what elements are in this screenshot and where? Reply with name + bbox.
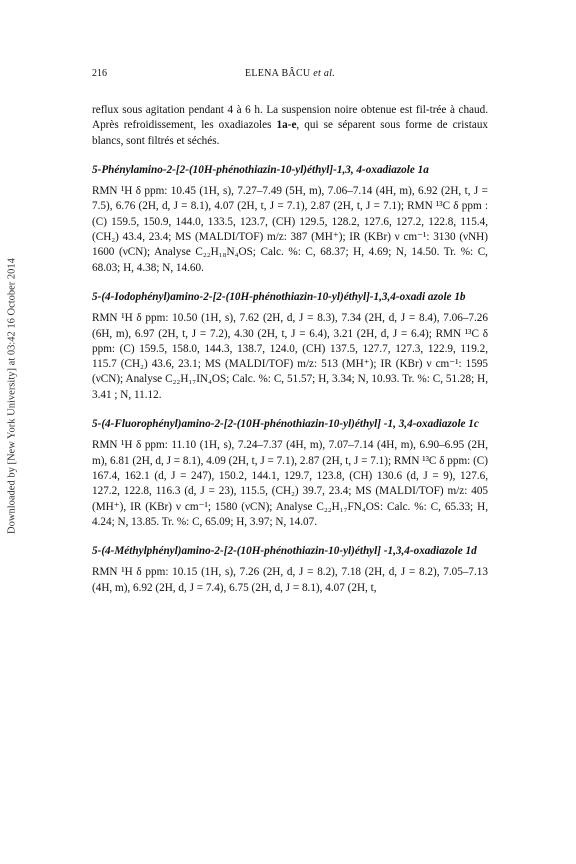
- page-body: [92, 103, 488, 596]
- compound-title-1d: 5-(4-Méthylphényl)amino-2-[2-(10H-phénothiazin-10-yl)éthyl] -1,3,4-oxadiazole 1d: [92, 545, 477, 558]
- elemental-analysis: Analyse C₂₂H₁₇IN₄OS; Calc. %: C, 51.57; H, 3.34; N, 10.93. Tr. %: C, 51.28; H, 3.41 ; N, 11.12.: [92, 373, 488, 401]
- mass-spec: MS (MALDI/TOF) m/z: 513 (MH⁺); IR (KBr) ν cm⁻¹: 1595 (νCN);: [92, 358, 489, 386]
- nmr-c: RMN ¹³C δ ppm: (C) 159.5, 158.0, 144.3, 138.7, 124.0, (CH) 137.5, 127.7, 127.3, 122.9, 119.2, 115.7 (CH₂) 43.6, 23.1;: [92, 327, 489, 371]
- running-author: [92, 68, 488, 79]
- intro-bold: 1a-e: [276, 119, 297, 132]
- intro-paragraph: [92, 103, 488, 149]
- nmr-h: RMN ¹H δ ppm: 10.45 (1H, s), 7.27–7.49 (5H, m), 7.06–7.14 (4H, m), 6.92 (2H, t, J = 7.5), 6.76 (2H, d, J = 8.1), 4.07 (2H, t, J = 7.1), 2.87 (2H, t, J = 7.1);: [92, 185, 488, 213]
- nmr-h: RMN ¹H δ ppm: 10.15 (1H, s), 7.26 (2H, d, J = 8.2), 7.18 (2H, d, J = 8.2), 7.05–7.13 (4H, m), 6.92 (2H, d, J = 7.4), 6.75 (2H, d, J = 8.1), 4.07 (2H, t,: [92, 566, 488, 594]
- nmr-h: RMN ¹H δ ppm: 10.50 (1H, s), 7.62 (2H, d, J = 8.3), 7.34 (2H, d, J = 8.4), 7.06–7.26 (6H, m), 6.97 (2H, t, J = 7.2), 4.30 (2H, t, J = 6.4), 3.21 (2H, d, J = 6.4);: [92, 312, 488, 340]
- nmr-c: RMN ¹³C δ ppm : (C) 159.5, 150.9, 144.0, 133.5, 123.7, (CH) 129.5, 128.2, 127.6, 127.2, 122.8, 115.4, (CH₂) 43.4, 23.4;: [92, 200, 488, 244]
- compound-data-1d: [92, 565, 488, 596]
- compound-data-1c: [92, 438, 488, 530]
- download-watermark: [2, 186, 22, 606]
- mass-spec: MS (MALDI/TOF) m/z: 387 (MH⁺); IR (KBr) ν cm⁻¹: 3130 (νNH) 1600 (νCN);: [92, 231, 488, 259]
- compound-title-1b: 5-(4-Iodophényl)amino-2-[2-(10H-phénothiazin-10-yl)éthyl]-1,3,4-oxadi azole 1b: [92, 290, 466, 303]
- author-name: ELENA BÂCU: [244, 68, 311, 79]
- nmr-c: RMN ¹³C δ ppm: (C) 167.4, 162.1 (d, J = 247), 150.2, 144.1, 129.7, 123.8, (CH) 130.6 (d, J = 9), 127.6, 127.2, 122.8, 116.3 (d, J = 23), 115.5, (CH₂) 39.7, 23.4;: [92, 454, 488, 498]
- elemental-analysis: Analyse C₂₂H₁₇FN₄OS: Calc. %: C, 65.33; H, 4.24; N, 13.85. Tr. %: C, 65.09; H, 3.97; N, 14.07.: [92, 500, 488, 528]
- mass-spec: MS (MALDI/TOF) m/z: 405 (MH⁺), IR (KBr) ν cm⁻¹; 1580 (νCN);: [92, 485, 489, 513]
- compound-data-1a: [92, 184, 488, 276]
- page-number: 216: [92, 68, 107, 79]
- author-etal: et al.: [313, 68, 336, 79]
- intro-text-a: reflux sous agitation pendant 4 à 6 h. La suspension noire obtenue est fil-trée à chaud. Après refroidissement, les oxadiazoles: [92, 104, 488, 132]
- download-note: Downloaded by [New York University] at 03:42 16 October 2014: [6, 258, 18, 534]
- compound-title-1a: 5-Phénylamino-2-[2-(10H-phénothiazin-10-yl)éthyl]-1,3, 4-oxadiazole 1a: [92, 163, 429, 176]
- compound-data-1b: [92, 311, 488, 403]
- elemental-analysis: Analyse C₂₂H₁₈N₄OS; Calc. %: C, 68.37; H, 4.69; N, 14.50. Tr. %: C, 68.03; H, 4.38; N, 14.60.: [92, 246, 488, 274]
- nmr-h: RMN ¹H δ ppm: 11.10 (1H, s), 7.24–7.37 (4H, m), 7.07–7.14 (4H, m), 6.90–6.95 (2H, m), 6.81 (2H, d, J = 8.1), 4.09 (2H, t, J = 7.1), 2.87 (2H, t, J = 7.1);: [92, 439, 488, 467]
- compound-title-1c: 5-(4-Fluorophényl)amino-2-[2-(10H-phénothiazin-10-yl)éthyl] -1, 3,4-oxadiazole 1c: [92, 418, 479, 431]
- intro-text-b: , qui se séparent sous forme de cristaux blancs, sont filtrés et séchés.: [92, 119, 489, 147]
